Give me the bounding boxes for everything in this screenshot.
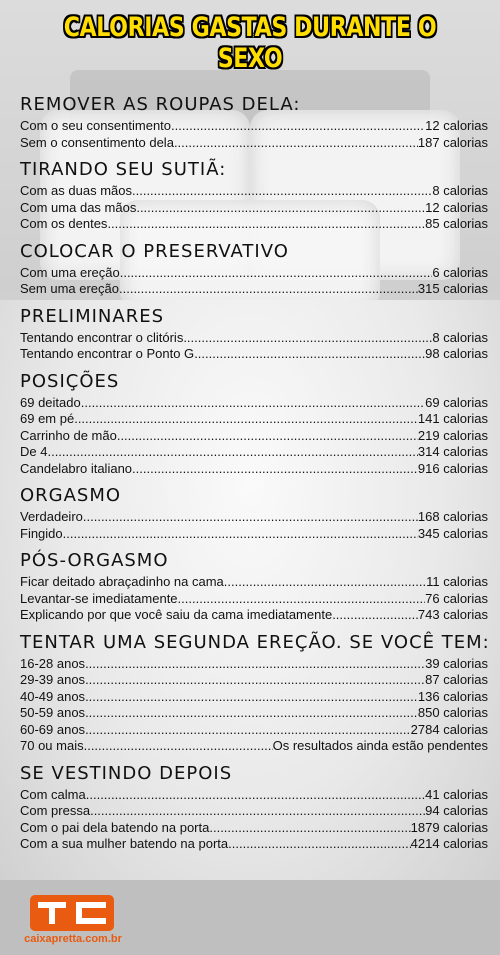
row-label: Tentando encontrar o clitóris — [20, 329, 184, 345]
row-label: Sem uma ereção — [20, 281, 119, 296]
row-value: 4214 calorias — [410, 836, 488, 851]
section-heading: TENTAR UMA SEGUNDA EREÇÃO. SE VOCÊ TEM: — [20, 631, 490, 653]
dot-leader — [119, 281, 418, 298]
row-value: 315 calorias — [417, 281, 488, 296]
calorie-row — [20, 346, 488, 363]
row-label: De 4 — [20, 444, 48, 459]
row-label: Levantar-se imediatamente — [20, 590, 178, 606]
section-heading: COLOCAR O PRESERVATIVO — [20, 240, 289, 262]
calorie-row — [20, 281, 488, 298]
calorie-row — [20, 607, 488, 624]
dot-leader — [178, 591, 426, 608]
row-value: 85 calorias — [425, 216, 488, 231]
dot-leader — [132, 461, 418, 478]
row-value: 187 calorias — [417, 134, 488, 150]
dot-leader — [85, 722, 411, 739]
dot-leader — [81, 395, 425, 412]
row-label: 69 deitado — [20, 394, 81, 410]
dot-leader — [86, 787, 425, 804]
calorie-row — [20, 135, 488, 152]
calorie-row — [20, 738, 488, 755]
section — [20, 550, 488, 624]
dot-leader — [107, 216, 425, 233]
logo-text: caixapretta.com.br — [24, 933, 122, 945]
calorie-row — [20, 526, 488, 543]
dot-leader — [85, 672, 425, 689]
calorie-row — [20, 705, 488, 722]
row-value: 12 calorias — [425, 118, 488, 133]
calorie-row — [20, 574, 488, 591]
section — [20, 159, 488, 233]
section — [20, 306, 488, 363]
site-logo — [18, 895, 128, 950]
row-label: Tentando encontrar o Ponto G — [20, 346, 195, 361]
row-label: 16-28 anos — [20, 655, 86, 671]
row-label: Com o pai dela batendo na porta — [20, 819, 210, 835]
dot-leader — [90, 803, 425, 820]
row-label: Explicando por que você saiu da cama imediatamente — [20, 607, 333, 622]
dot-leader — [194, 346, 425, 363]
dot-leader — [209, 820, 410, 837]
row-label: 40-49 anos — [20, 688, 86, 704]
dot-leader — [83, 509, 418, 526]
calorie-row — [20, 787, 488, 804]
dot-leader — [224, 574, 426, 591]
dot-leader — [84, 738, 273, 755]
dot-leader — [85, 705, 418, 722]
calorie-row — [20, 411, 488, 428]
row-label: Ficar deitado abraçadinho na cama — [20, 574, 224, 589]
row-value: 87 calorias — [425, 672, 488, 687]
row-value: 11 calorias — [426, 574, 488, 589]
calorie-list — [20, 94, 488, 861]
row-value: 743 calorias — [417, 607, 488, 622]
row-label: Com calma — [20, 786, 86, 802]
section-heading: REMOVER AS ROUPAS DELA: — [20, 94, 301, 115]
row-label: Com a sua mulher batendo na porta — [20, 836, 229, 851]
row-label: 69 em pé — [20, 411, 75, 426]
section — [20, 371, 488, 478]
row-value: 345 calorias — [417, 525, 488, 541]
row-label: 70 ou mais — [20, 738, 84, 753]
calorie-row — [20, 265, 488, 282]
row-value: 2784 calorias — [410, 721, 488, 737]
dot-leader — [171, 118, 425, 135]
dot-leader — [117, 428, 418, 445]
section — [20, 94, 488, 151]
calorie-row — [20, 118, 488, 135]
section-heading: SE VESTINDO DEPOIS — [20, 762, 233, 784]
calorie-row — [20, 509, 488, 526]
row-label: Com pressa — [20, 803, 91, 818]
calorie-row — [20, 395, 488, 412]
section-heading: PRELIMINARES — [20, 305, 164, 327]
row-value: 168 calorias — [417, 509, 488, 524]
row-value: 98 calorias — [425, 346, 488, 361]
dot-leader — [228, 836, 411, 853]
calorie-row — [20, 200, 488, 217]
dot-leader — [120, 265, 433, 282]
calorie-row — [20, 216, 488, 233]
calorie-row — [20, 820, 488, 837]
row-value: 8 calorias — [432, 183, 488, 198]
dot-leader — [132, 183, 432, 200]
row-label: 50-59 anos — [20, 705, 86, 720]
calorie-row — [20, 672, 488, 689]
row-value: 314 calorias — [417, 444, 488, 459]
section-heading: TIRANDO SEU SUTIÃ: — [20, 159, 227, 180]
row-label: Com uma ereção — [20, 264, 120, 280]
section-heading: POSIÇÕES — [20, 370, 120, 392]
section — [20, 763, 488, 853]
row-label: Sem o consentimento dela — [20, 134, 174, 150]
calorie-row — [20, 656, 488, 673]
row-label: Fingido — [20, 525, 63, 541]
dot-leader — [47, 444, 417, 461]
row-value: 6 calorias — [432, 264, 488, 280]
row-value: 850 calorias — [417, 705, 488, 720]
row-label: Verdadeiro — [20, 509, 83, 524]
dot-leader — [183, 330, 432, 347]
section-heading: ORGASMO — [20, 485, 122, 506]
dot-leader — [136, 200, 425, 217]
row-value: 39 calorias — [425, 655, 488, 671]
dot-leader — [85, 656, 425, 673]
calorie-row — [20, 803, 488, 820]
calorie-row — [20, 330, 488, 347]
row-value: 41 calorias — [425, 786, 488, 802]
row-label: 60-69 anos — [20, 721, 86, 737]
row-value: 141 calorias — [417, 411, 488, 426]
dot-leader — [74, 411, 418, 428]
row-value: 219 calorias — [417, 427, 488, 443]
row-value: 12 calorias — [425, 199, 488, 215]
cc-logo-icon — [30, 895, 114, 931]
row-label: Carrinho de mão — [20, 427, 117, 443]
calorie-row — [20, 722, 488, 739]
calorie-row — [20, 428, 488, 445]
row-value: 916 calorias — [417, 460, 488, 476]
section-heading: PÓS-ORGASMO — [20, 550, 169, 571]
calorie-row — [20, 689, 488, 706]
row-label: Com os dentes — [20, 216, 108, 231]
row-value: 76 calorias — [425, 590, 488, 606]
dot-leader — [85, 689, 418, 706]
calorie-row — [20, 836, 488, 853]
calorie-row — [20, 591, 488, 608]
section — [20, 241, 488, 298]
section — [20, 485, 488, 542]
row-value: Os resultados ainda estão pendentes — [272, 738, 488, 753]
row-value: 69 calorias — [425, 394, 488, 410]
dot-leader — [63, 526, 418, 543]
row-value: 8 calorias — [432, 329, 488, 345]
row-label: Com o seu consentimento — [20, 118, 172, 133]
dot-leader — [332, 607, 418, 624]
row-value: 1879 calorias — [410, 819, 488, 835]
row-value: 94 calorias — [425, 803, 488, 818]
row-label: Candelabro italiano — [20, 460, 133, 476]
calorie-row — [20, 183, 488, 200]
poster-title: CALORIAS GASTAS DURANTE O SEXO — [63, 12, 437, 74]
row-value: 136 calorias — [417, 688, 488, 704]
calorie-row — [20, 444, 488, 461]
row-label: 29-39 anos — [20, 672, 86, 687]
row-label: Com as duas mãos — [20, 183, 132, 198]
section — [20, 632, 488, 755]
dot-leader — [174, 135, 418, 152]
calorie-row — [20, 461, 488, 478]
row-label: Com uma das mãos — [20, 199, 137, 215]
